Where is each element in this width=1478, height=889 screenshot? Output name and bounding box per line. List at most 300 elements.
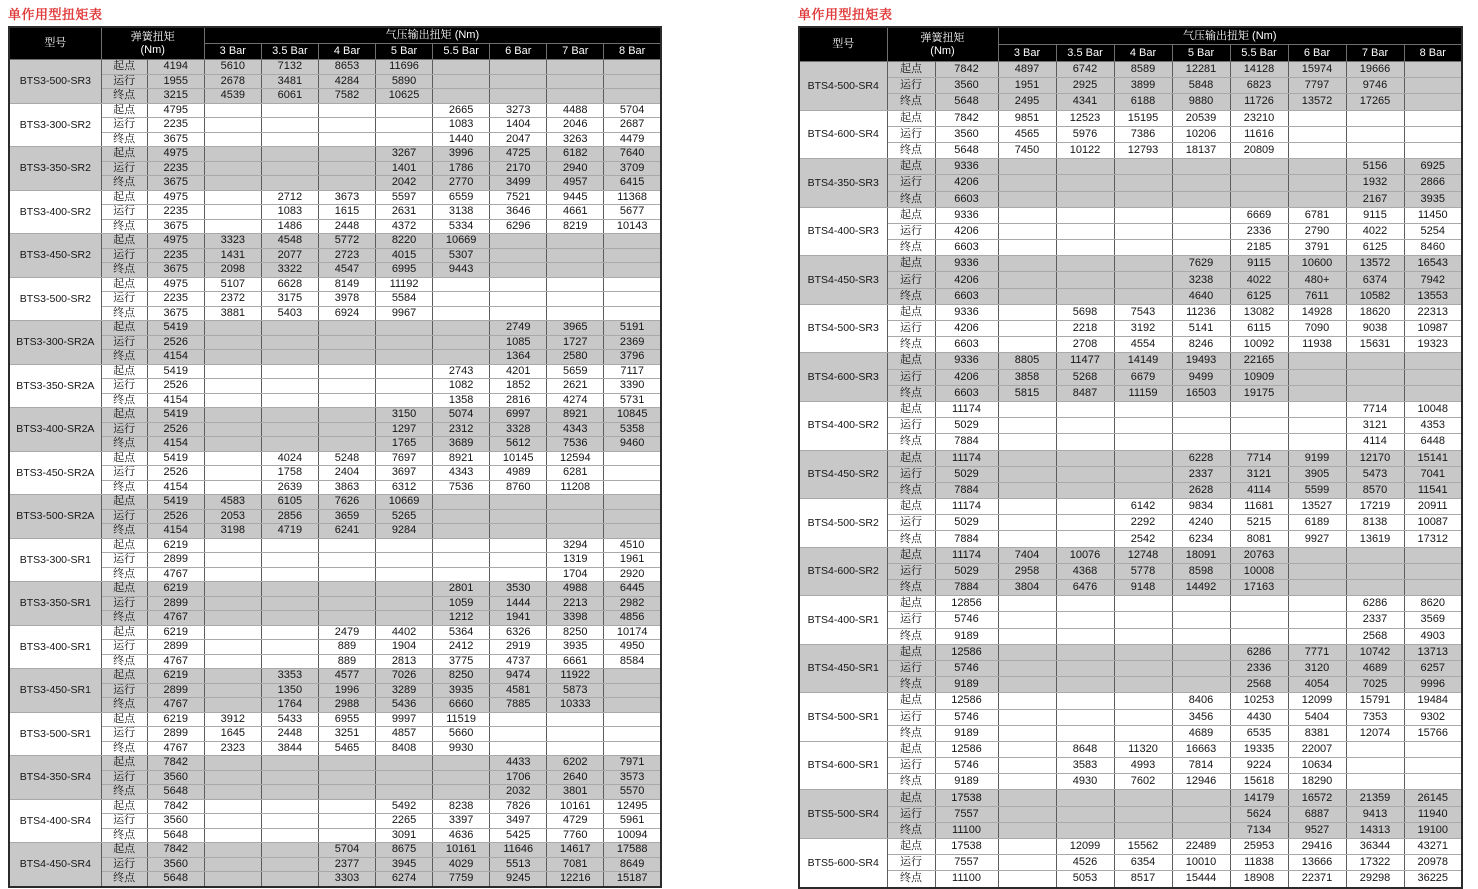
torque-value-cell: 11236 xyxy=(1172,304,1230,320)
torque-value-cell xyxy=(604,234,661,249)
header-bar-8-bar: 8 Bar xyxy=(1404,45,1462,62)
spring-torque-cell: 7884 xyxy=(935,580,998,596)
torque-value-cell xyxy=(376,785,433,800)
torque-value-cell: 6354 xyxy=(1114,855,1172,871)
torque-value-cell: 1297 xyxy=(376,422,433,437)
model-cell: BTS3-300-SR2 xyxy=(9,103,101,147)
header-spring-torque xyxy=(101,27,204,60)
torque-value-cell xyxy=(1172,159,1230,175)
torque-value-cell xyxy=(376,335,433,350)
model-cell: BTS4-400-SR3 xyxy=(799,207,887,256)
spring-torque-cell: 6219 xyxy=(147,538,204,553)
torque-value-cell xyxy=(998,482,1056,498)
torque-value-cell: 4274 xyxy=(547,393,604,408)
torque-value-cell xyxy=(998,515,1056,531)
torque-value-cell xyxy=(261,857,318,872)
spring-torque-cell: 11100 xyxy=(935,871,998,888)
row-type-cell: 终点 xyxy=(101,480,147,495)
table-row xyxy=(799,725,1462,741)
torque-value-cell: 5191 xyxy=(604,321,661,336)
torque-value-cell: 1758 xyxy=(261,466,318,481)
torque-value-cell: 2743 xyxy=(433,364,490,379)
torque-value-cell: 6476 xyxy=(1056,580,1114,596)
torque-value-cell xyxy=(604,480,661,495)
torque-value-cell: 3481 xyxy=(261,74,318,89)
torque-value-cell: 6742 xyxy=(1056,62,1114,78)
header-output-torque: 气压输出扭矩 (Nm) xyxy=(204,27,661,44)
spring-torque-cell: 12586 xyxy=(935,644,998,660)
spring-torque-cell: 5746 xyxy=(935,660,998,676)
torque-value-cell xyxy=(1114,240,1172,256)
model-cell: BTS3-400-SR2A xyxy=(9,408,101,452)
torque-value-cell xyxy=(1056,531,1114,547)
torque-value-cell: 5599 xyxy=(1288,482,1346,498)
table-row xyxy=(799,531,1462,547)
torque-value-cell xyxy=(318,567,375,582)
torque-value-cell xyxy=(261,176,318,191)
torque-value-cell: 7041 xyxy=(1404,466,1462,482)
torque-value-cell xyxy=(998,240,1056,256)
torque-value-cell: 18137 xyxy=(1172,142,1230,158)
row-type-cell: 运行 xyxy=(101,640,147,655)
torque-value-cell xyxy=(998,855,1056,871)
table-row xyxy=(9,466,661,481)
torque-value-cell: 8805 xyxy=(998,353,1056,369)
torque-value-cell: 14149 xyxy=(1114,353,1172,369)
torque-value-cell: 16543 xyxy=(1404,256,1462,272)
torque-value-cell: 2631 xyxy=(376,205,433,220)
torque-value-cell: 4719 xyxy=(261,524,318,539)
row-type-cell: 起点 xyxy=(101,495,147,510)
torque-value-cell: 2982 xyxy=(604,596,661,611)
spring-torque-cell: 6603 xyxy=(935,288,998,304)
torque-value-cell: 20539 xyxy=(1172,110,1230,126)
table-row xyxy=(9,553,661,568)
header-bar-6-bar: 6 Bar xyxy=(490,44,547,60)
torque-value-cell: 5403 xyxy=(261,306,318,321)
table-row xyxy=(9,828,661,843)
torque-value-cell: 3294 xyxy=(547,538,604,553)
torque-value-cell: 10582 xyxy=(1346,288,1404,304)
torque-value-cell: 1350 xyxy=(261,683,318,698)
table-row xyxy=(9,292,661,307)
torque-value-cell xyxy=(204,422,261,437)
torque-value-cell: 9245 xyxy=(490,872,547,887)
torque-value-cell: 8921 xyxy=(547,408,604,423)
torque-value-cell: 1727 xyxy=(547,335,604,350)
torque-value-cell: 1364 xyxy=(490,350,547,365)
torque-value-cell: 5492 xyxy=(376,799,433,814)
torque-value-cell: 3697 xyxy=(376,466,433,481)
table-row xyxy=(799,709,1462,725)
spring-torque-cell: 2235 xyxy=(147,118,204,133)
torque-value-cell: 4640 xyxy=(1172,288,1230,304)
torque-value-cell xyxy=(547,741,604,756)
torque-value-cell: 12495 xyxy=(604,799,661,814)
table-row xyxy=(799,580,1462,596)
torque-value-cell: 15562 xyxy=(1114,839,1172,855)
torque-value-cell xyxy=(547,509,604,524)
torque-value-cell: 8517 xyxy=(1114,871,1172,888)
torque-value-cell xyxy=(547,495,604,510)
torque-value-cell xyxy=(1288,142,1346,158)
torque-value-cell: 10987 xyxy=(1404,321,1462,337)
torque-value-cell xyxy=(1172,822,1230,838)
torque-value-cell: 3905 xyxy=(1288,466,1346,482)
torque-value-cell: 11368 xyxy=(604,190,661,205)
torque-value-cell: 14928 xyxy=(1288,304,1346,320)
torque-value-cell xyxy=(1056,628,1114,644)
torque-value-cell: 6628 xyxy=(261,277,318,292)
table-row xyxy=(799,515,1462,531)
torque-value-cell: 1615 xyxy=(318,205,375,220)
torque-value-cell: 16503 xyxy=(1172,385,1230,401)
torque-value-cell xyxy=(261,872,318,887)
torque-value-cell xyxy=(261,118,318,133)
row-type-cell: 运行 xyxy=(101,857,147,872)
torque-value-cell: 7132 xyxy=(261,60,318,75)
model-cell: BTS3-450-SR2A xyxy=(9,451,101,495)
row-type-cell: 终点 xyxy=(101,698,147,713)
torque-value-cell xyxy=(1114,709,1172,725)
spring-torque-cell: 6219 xyxy=(147,669,204,684)
torque-value-cell xyxy=(318,176,375,191)
torque-value-cell: 7081 xyxy=(547,857,604,872)
torque-value-cell xyxy=(1056,418,1114,434)
table-row xyxy=(799,774,1462,790)
torque-value-cell: 2801 xyxy=(433,582,490,597)
torque-value-cell xyxy=(998,434,1056,450)
torque-value-cell: 6374 xyxy=(1346,272,1404,288)
spring-torque-cell: 4154 xyxy=(147,350,204,365)
torque-value-cell xyxy=(1056,499,1114,515)
row-type-cell: 起点 xyxy=(887,110,935,126)
row-type-cell: 终点 xyxy=(101,741,147,756)
row-type-cell: 终点 xyxy=(887,871,935,888)
torque-value-cell xyxy=(1114,612,1172,628)
table-row xyxy=(799,839,1462,855)
torque-value-cell: 4957 xyxy=(547,176,604,191)
table-row xyxy=(799,272,1462,288)
torque-value-cell: 8584 xyxy=(604,654,661,669)
header-bar-3.5-bar: 3.5 Bar xyxy=(261,44,318,60)
torque-value-cell: 4114 xyxy=(1346,434,1404,450)
table-row xyxy=(799,94,1462,110)
torque-value-cell xyxy=(433,538,490,553)
torque-value-cell: 16663 xyxy=(1172,741,1230,757)
header-bar-8-bar: 8 Bar xyxy=(604,44,661,60)
torque-value-cell: 15618 xyxy=(1230,774,1288,790)
torque-value-cell: 6661 xyxy=(547,654,604,669)
torque-value-cell: 10669 xyxy=(433,234,490,249)
model-cell: BTS5-500-SR4 xyxy=(799,790,887,839)
row-type-cell: 起点 xyxy=(101,625,147,640)
torque-value-cell xyxy=(318,132,375,147)
torque-value-cell xyxy=(318,596,375,611)
torque-value-cell xyxy=(1346,774,1404,790)
torque-value-cell xyxy=(547,234,604,249)
torque-value-cell: 4488 xyxy=(547,103,604,118)
torque-value-cell: 22489 xyxy=(1172,839,1230,855)
torque-value-cell xyxy=(204,379,261,394)
torque-value-cell xyxy=(318,103,375,118)
torque-value-cell xyxy=(1114,482,1172,498)
torque-value-cell: 10909 xyxy=(1230,369,1288,385)
torque-value-cell xyxy=(261,161,318,176)
torque-value-cell: 3791 xyxy=(1288,240,1346,256)
torque-value-cell: 7626 xyxy=(318,495,375,510)
row-type-cell: 终点 xyxy=(101,306,147,321)
torque-value-cell: 2639 xyxy=(261,480,318,495)
torque-value-cell xyxy=(318,785,375,800)
table-row xyxy=(9,654,661,669)
spring-torque-cell: 2526 xyxy=(147,335,204,350)
torque-value-cell xyxy=(261,422,318,437)
table-row xyxy=(9,857,661,872)
torque-value-cell: 5404 xyxy=(1288,709,1346,725)
torque-value-cell xyxy=(318,118,375,133)
torque-value-cell: 7117 xyxy=(604,364,661,379)
torque-value-cell: 4526 xyxy=(1056,855,1114,871)
torque-value-cell: 12748 xyxy=(1114,547,1172,563)
torque-value-cell xyxy=(204,814,261,829)
torque-value-cell: 2687 xyxy=(604,118,661,133)
torque-value-cell xyxy=(1056,693,1114,709)
torque-value-cell xyxy=(1114,191,1172,207)
spring-torque-cell: 5746 xyxy=(935,758,998,774)
torque-value-cell xyxy=(1172,223,1230,239)
torque-value-cell: 4114 xyxy=(1230,482,1288,498)
torque-value-cell: 6326 xyxy=(490,625,547,640)
torque-value-cell xyxy=(433,321,490,336)
torque-value-cell xyxy=(1288,401,1346,417)
torque-value-cell: 1941 xyxy=(490,611,547,626)
torque-value-cell: 20809 xyxy=(1230,142,1288,158)
torque-value-cell: 11838 xyxy=(1230,855,1288,871)
spring-torque-cell: 3675 xyxy=(147,219,204,234)
torque-value-cell: 2032 xyxy=(490,785,547,800)
torque-value-cell xyxy=(1056,596,1114,612)
torque-value-cell xyxy=(490,248,547,263)
torque-value-cell xyxy=(998,288,1056,304)
torque-value-cell: 10122 xyxy=(1056,142,1114,158)
table-row xyxy=(799,563,1462,579)
torque-value-cell: 8675 xyxy=(376,843,433,858)
spring-torque-cell: 6219 xyxy=(147,582,204,597)
torque-value-cell: 7404 xyxy=(998,547,1056,563)
torque-value-cell: 15974 xyxy=(1288,62,1346,78)
spring-torque-cell: 2899 xyxy=(147,683,204,698)
torque-value-cell xyxy=(998,450,1056,466)
torque-value-cell xyxy=(1172,191,1230,207)
torque-value-cell xyxy=(1172,207,1230,223)
spring-torque-cell: 2899 xyxy=(147,553,204,568)
torque-value-cell: 3273 xyxy=(490,103,547,118)
torque-value-cell: 8460 xyxy=(1404,240,1462,256)
spring-torque-cell: 4206 xyxy=(935,272,998,288)
torque-value-cell: 3965 xyxy=(547,321,604,336)
torque-value-cell xyxy=(1288,596,1346,612)
torque-value-cell xyxy=(604,698,661,713)
torque-value-cell: 3935 xyxy=(433,683,490,698)
torque-value-cell xyxy=(376,553,433,568)
torque-value-cell: 3569 xyxy=(1404,612,1462,628)
row-type-cell: 运行 xyxy=(887,612,935,628)
torque-value-cell xyxy=(1346,563,1404,579)
row-type-cell: 起点 xyxy=(101,799,147,814)
torque-value-cell: 8246 xyxy=(1172,337,1230,353)
table-row xyxy=(9,350,661,365)
torque-value-cell: 5704 xyxy=(318,843,375,858)
torque-value-cell xyxy=(204,118,261,133)
spring-torque-cell: 3675 xyxy=(147,176,204,191)
torque-value-cell xyxy=(604,277,661,292)
torque-value-cell: 1786 xyxy=(433,161,490,176)
torque-value-cell: 5156 xyxy=(1346,159,1404,175)
left-table-section xyxy=(8,6,662,888)
torque-value-cell: 5976 xyxy=(1056,126,1114,142)
torque-value-cell: 10206 xyxy=(1172,126,1230,142)
row-type-cell: 运行 xyxy=(887,321,935,337)
torque-value-cell xyxy=(604,524,661,539)
spring-torque-cell: 4975 xyxy=(147,147,204,162)
torque-value-cell: 2749 xyxy=(490,321,547,336)
torque-value-cell xyxy=(433,350,490,365)
spring-torque-cell: 3560 xyxy=(147,770,204,785)
torque-value-cell: 9746 xyxy=(1346,78,1404,94)
torque-value-cell xyxy=(376,393,433,408)
torque-value-cell xyxy=(490,263,547,278)
torque-value-cell: 10742 xyxy=(1346,644,1404,660)
table-row xyxy=(799,466,1462,482)
row-type-cell: 起点 xyxy=(887,353,935,369)
spring-torque-cell: 5419 xyxy=(147,495,204,510)
torque-value-cell xyxy=(376,582,433,597)
torque-value-cell xyxy=(490,567,547,582)
torque-value-cell xyxy=(998,693,1056,709)
torque-value-cell: 6995 xyxy=(376,263,433,278)
torque-value-cell: 4897 xyxy=(998,62,1056,78)
torque-value-cell: 2816 xyxy=(490,393,547,408)
torque-value-cell xyxy=(376,379,433,394)
torque-value-cell xyxy=(318,350,375,365)
torque-value-cell: 2185 xyxy=(1230,240,1288,256)
spring-torque-cell: 3560 xyxy=(935,78,998,94)
torque-value-cell xyxy=(1172,790,1230,806)
page-title-right: 单作用型扭矩表 xyxy=(798,7,893,22)
torque-value-cell xyxy=(261,596,318,611)
torque-value-cell: 1440 xyxy=(433,132,490,147)
model-cell: BTS3-450-SR2 xyxy=(9,234,101,278)
torque-value-cell xyxy=(490,292,547,307)
torque-value-cell: 9302 xyxy=(1404,709,1462,725)
torque-value-cell: 1358 xyxy=(433,393,490,408)
torque-value-cell: 2988 xyxy=(318,698,375,713)
torque-value-cell: 10048 xyxy=(1404,401,1462,417)
torque-value-cell xyxy=(1346,547,1404,563)
torque-value-cell xyxy=(318,147,375,162)
row-type-cell: 运行 xyxy=(101,161,147,176)
torque-value-cell: 2621 xyxy=(547,379,604,394)
torque-value-cell: 6535 xyxy=(1230,725,1288,741)
torque-value-cell: 2448 xyxy=(261,727,318,742)
torque-value-cell xyxy=(261,379,318,394)
table-row xyxy=(9,60,661,75)
table-row xyxy=(9,248,661,263)
torque-value-cell: 10600 xyxy=(1288,256,1346,272)
torque-value-cell: 8081 xyxy=(1230,531,1288,547)
torque-value-cell: 7697 xyxy=(376,451,433,466)
torque-value-cell: 2919 xyxy=(490,640,547,655)
torque-value-cell xyxy=(998,499,1056,515)
torque-value-cell: 9284 xyxy=(376,524,433,539)
table-row xyxy=(799,434,1462,450)
table-row xyxy=(9,640,661,655)
torque-value-cell: 1764 xyxy=(261,698,318,713)
torque-value-cell: 6924 xyxy=(318,306,375,321)
torque-value-cell xyxy=(1404,126,1462,142)
spring-torque-cell: 4975 xyxy=(147,190,204,205)
torque-value-cell: 4857 xyxy=(376,727,433,742)
row-type-cell: 起点 xyxy=(887,596,935,612)
torque-value-cell: 13082 xyxy=(1230,304,1288,320)
torque-value-cell xyxy=(604,292,661,307)
torque-value-cell xyxy=(604,712,661,727)
torque-value-cell xyxy=(433,524,490,539)
torque-value-cell xyxy=(1056,223,1114,239)
torque-value-cell xyxy=(204,582,261,597)
torque-value-cell xyxy=(1114,628,1172,644)
torque-value-cell xyxy=(1346,142,1404,158)
torque-value-cell xyxy=(1404,142,1462,158)
torque-value-cell xyxy=(204,828,261,843)
torque-value-cell: 10161 xyxy=(433,843,490,858)
table-row xyxy=(9,147,661,162)
spring-torque-cell: 7842 xyxy=(147,799,204,814)
torque-value-cell xyxy=(998,466,1056,482)
torque-value-cell: 10253 xyxy=(1230,693,1288,709)
spring-torque-cell: 6219 xyxy=(147,625,204,640)
torque-value-cell xyxy=(376,756,433,771)
torque-value-cell xyxy=(1404,580,1462,596)
torque-value-cell xyxy=(998,223,1056,239)
torque-value-cell: 2628 xyxy=(1172,482,1230,498)
torque-value-cell: 8648 xyxy=(1056,741,1114,757)
row-type-cell: 起点 xyxy=(101,364,147,379)
torque-value-cell: 8406 xyxy=(1172,693,1230,709)
torque-value-cell: 1212 xyxy=(433,611,490,626)
table-row xyxy=(9,582,661,597)
torque-value-cell xyxy=(490,306,547,321)
torque-value-cell: 12216 xyxy=(547,872,604,887)
torque-value-cell xyxy=(1404,110,1462,126)
row-type-cell: 起点 xyxy=(101,538,147,553)
row-type-cell: 起点 xyxy=(101,103,147,118)
torque-value-cell xyxy=(1056,644,1114,660)
torque-value-cell xyxy=(1346,110,1404,126)
torque-value-cell: 6234 xyxy=(1172,531,1230,547)
torque-value-cell xyxy=(1114,806,1172,822)
torque-value-cell: 4930 xyxy=(1056,774,1114,790)
torque-value-cell: 8653 xyxy=(318,60,375,75)
torque-value-cell xyxy=(376,350,433,365)
torque-value-cell xyxy=(1114,450,1172,466)
torque-value-cell: 11646 xyxy=(490,843,547,858)
torque-value-cell: 1083 xyxy=(261,205,318,220)
table-row xyxy=(799,142,1462,158)
torque-value-cell: 7760 xyxy=(547,828,604,843)
model-cell: BTS3-500-SR2A xyxy=(9,495,101,539)
